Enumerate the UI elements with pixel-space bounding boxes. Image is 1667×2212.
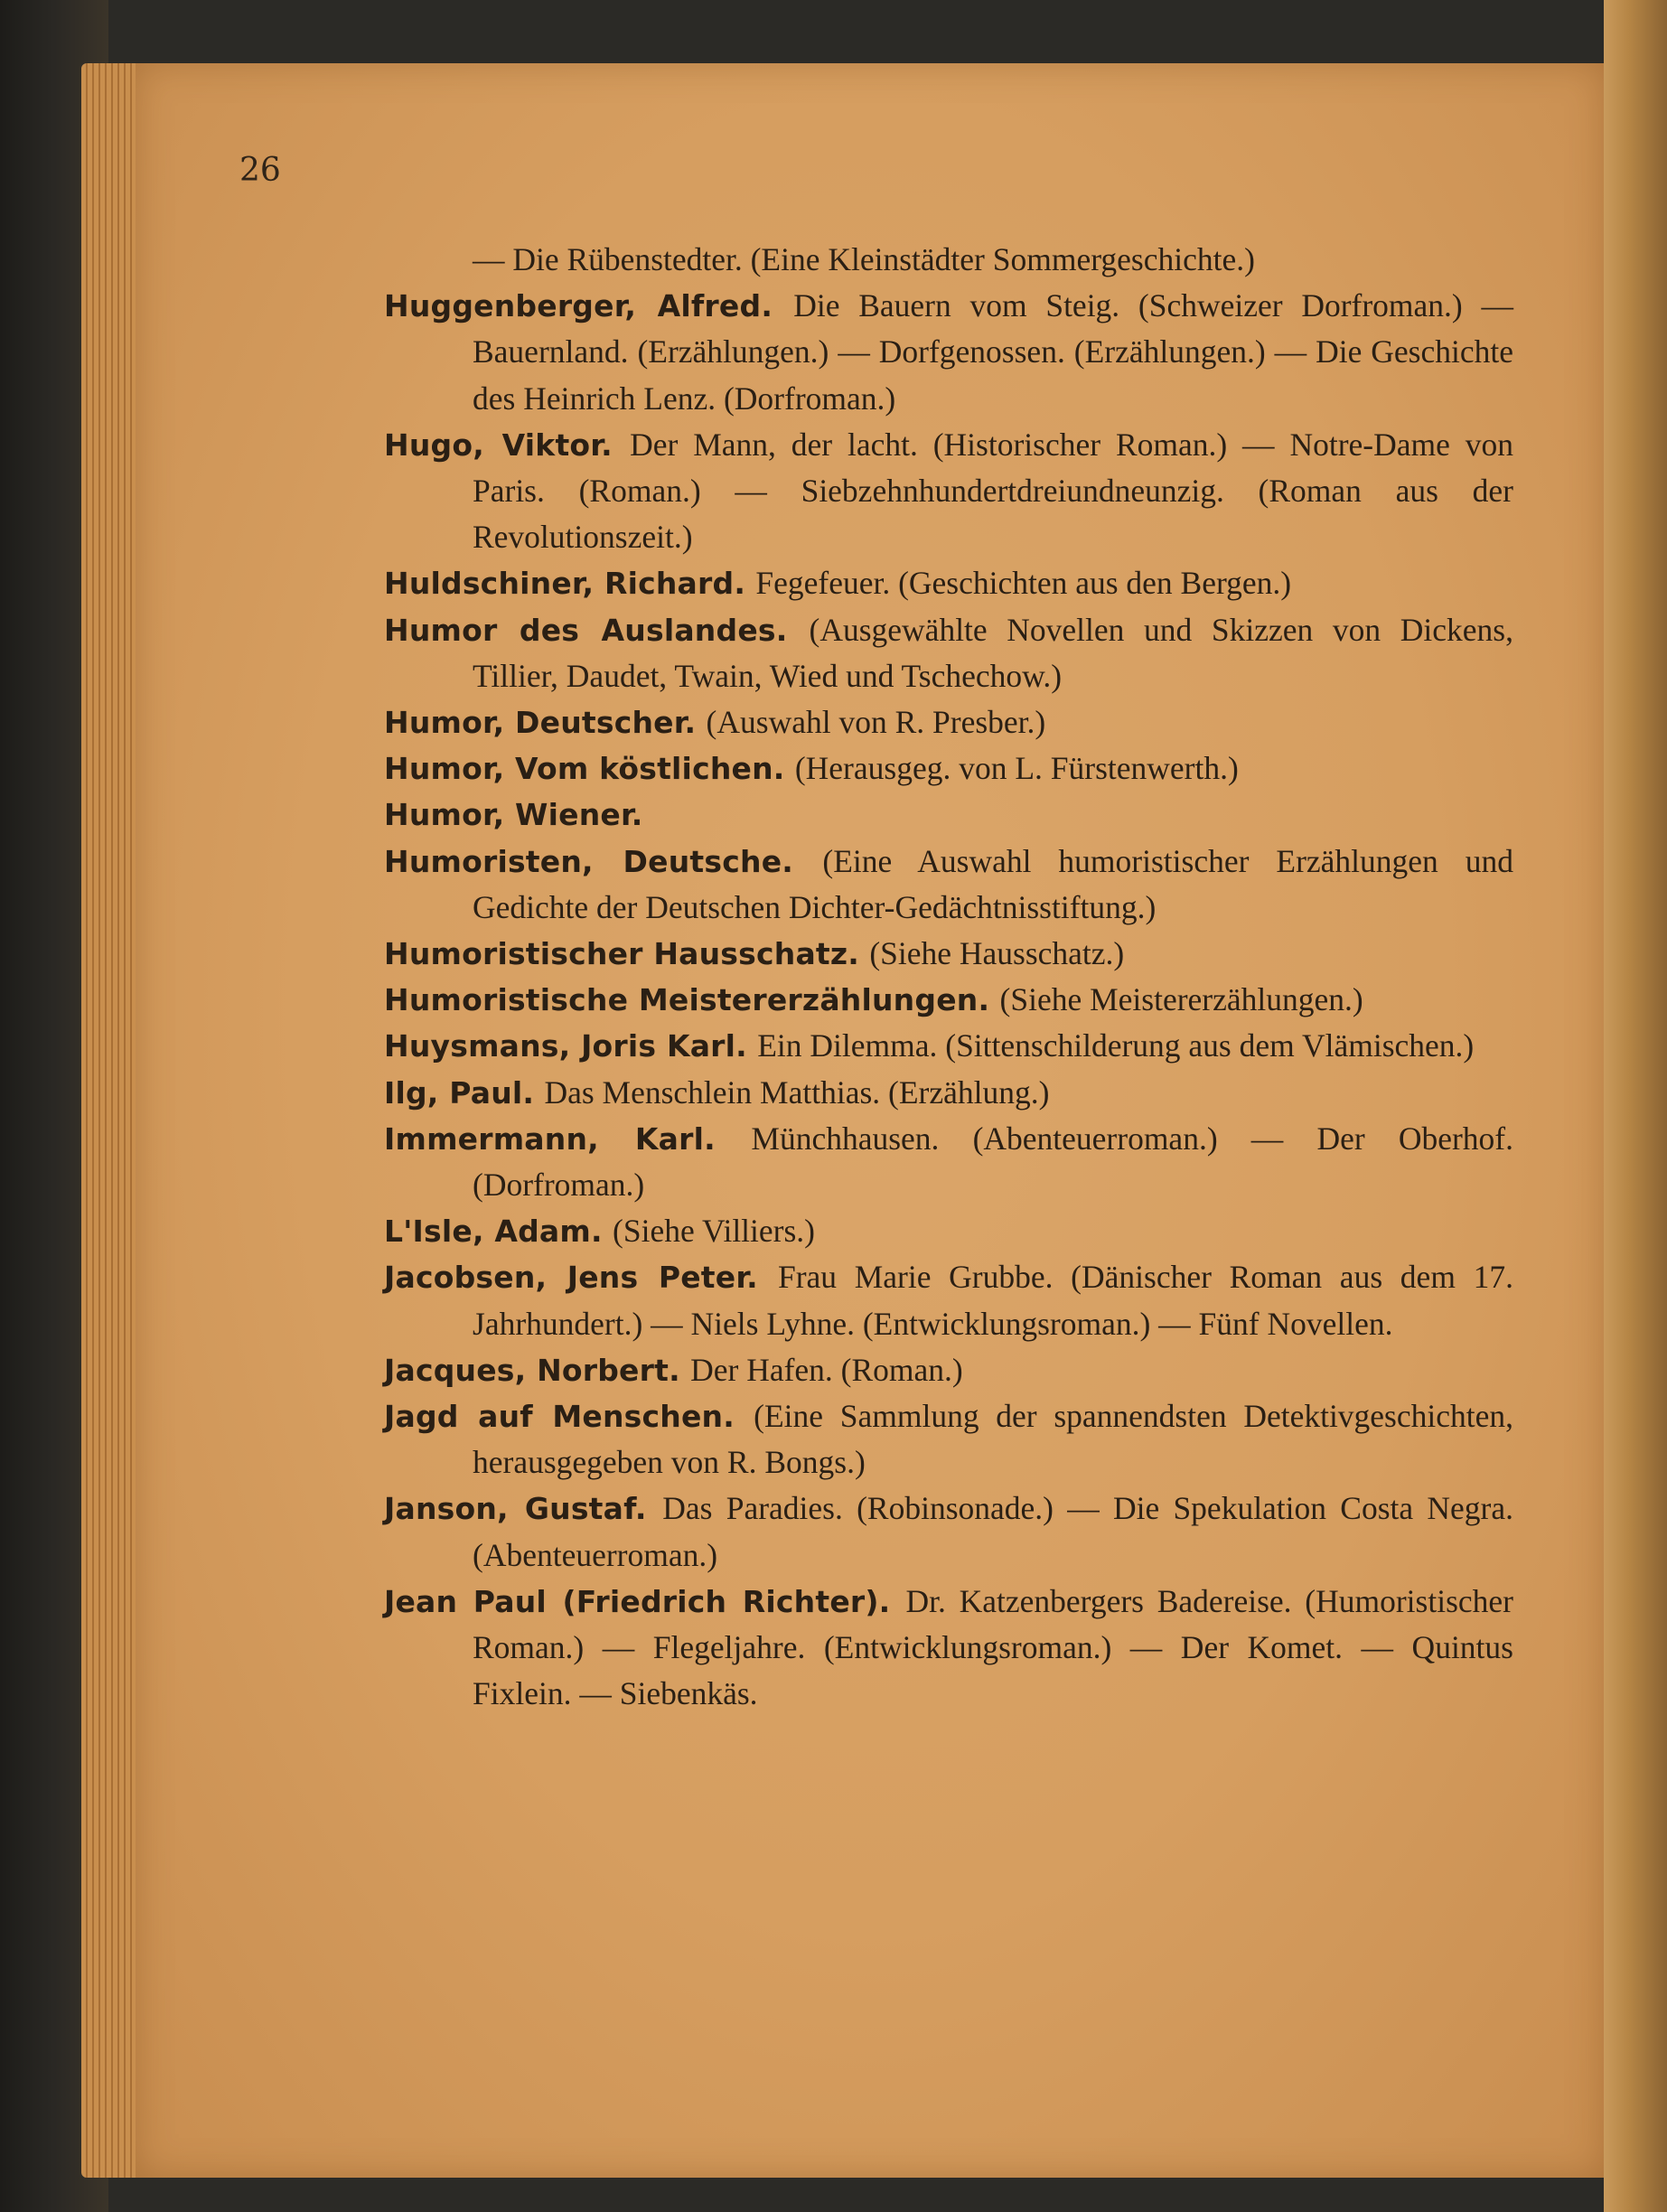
entry-author: Humoristische Meistererzählungen. (384, 982, 990, 1018)
list-item (384, 1393, 1513, 1486)
entry-works: Der Mann, der lacht. (Historischer Roman.) — Notre-Dame von Paris. (Roman.) — Siebzehnhundertdreiundneunzig. (Roman aus der Revolutionszeit.) (473, 426, 1513, 556)
list-item (384, 1116, 1513, 1208)
entry-works: (Herausgeg. von L. Fürstenwerth.) (794, 750, 1239, 787)
entry-author: L'Isle, Adam. (384, 1214, 603, 1250)
list-item (384, 1208, 1513, 1254)
entry-works: Die Bauern vom Steig. (Schweizer Dorfroman.) — Bauernland. (Erzählungen.) — Dorfgenossen. (Erzählungen.) — Die Geschichte des Heinrich Lenz. (Dorfroman.) (473, 287, 1513, 417)
list-item (384, 607, 1513, 699)
entry-author: Humor, Wiener. (384, 797, 643, 833)
list-item (384, 237, 1513, 283)
list-item (384, 1254, 1513, 1346)
entry-works: Das Paradies. (Robinsonade.) — Die Spekulation Costa Negra. (Abenteuerroman.) (473, 1490, 1513, 1573)
entry-works: Das Menschlein Matthias. (Erzählung.) (544, 1073, 1050, 1111)
entry-author: Immermann, Karl. (384, 1120, 716, 1157)
right-page-edge (1604, 0, 1667, 2212)
list-item (384, 283, 1513, 422)
list-item (384, 1347, 1513, 1393)
entry-works: (Ausgewählte Novellen und Skizzen von Dickens, Tillier, Daudet, Twain, Wied und Tschechow.) (473, 611, 1513, 694)
entry-works: Dr. Katzenbergers Badereise. (Humoristischer Roman.) — Flegeljahre. (Entwicklungsroman.) — Der Komet. — Quintus Fixlein. — Siebenkäs. (473, 1582, 1513, 1712)
list-item (384, 745, 1513, 792)
entry-author: Jean Paul (Friedrich Richter). (384, 1583, 891, 1619)
entry-author: Jagd auf Menschen. (384, 1399, 735, 1435)
entry-works: (Eine Auswahl humoristischer Erzählungen und Gedichte der Deutschen Dichter-Gedächtnisstiftung.) (473, 842, 1513, 925)
list-item (384, 699, 1513, 745)
entry-works: (Eine Sammlung der spannendsten Detektivgeschichten, herausgegeben von R. Bongs.) (473, 1398, 1513, 1481)
entry-works: (Siehe Meistererzählungen.) (999, 981, 1363, 1018)
entry-author: Hugo, Viktor. (384, 426, 613, 463)
entry-works: Münchhausen. (Abenteuerroman.) — Der Oberhof. (Dorfroman.) (473, 1120, 1513, 1204)
entry-author: Humor, Vom köstlichen. (384, 751, 785, 787)
entry-works: (Auswahl von R. Presber.) (706, 704, 1046, 741)
list-item (384, 1579, 1513, 1718)
entry-author: Humoristischer Hausschatz. (384, 936, 860, 972)
list-item (384, 422, 1513, 561)
entry-author: Jacobsen, Jens Peter. (384, 1260, 758, 1296)
entry-works: Frau Marie Grubbe. (Dänischer Roman aus dem 17. Jahrhundert.) — Niels Lyhne. (Entwicklungsroman.) — Fünf Novellen. (473, 1259, 1513, 1342)
entry-author: Huggenberger, Alfred. (384, 288, 773, 324)
page-number: 26 (239, 152, 281, 189)
entry-author: Humor, Deutscher. (384, 705, 697, 741)
entry-works: — Die Rübenstedter. (Eine Kleinstädter Sommergeschichte.) (473, 241, 1255, 277)
list-item (384, 1486, 1513, 1578)
list-item (384, 977, 1513, 1023)
entry-author: Janson, Gustaf. (384, 1491, 647, 1527)
list-item (384, 560, 1513, 606)
entry-author: Humor des Auslandes. (384, 612, 788, 648)
entry-author: Huysmans, Joris Karl. (384, 1028, 747, 1064)
list-item (384, 792, 1513, 838)
entry-works: Ein Dilemma. (Sittenschilderung aus dem Vlämischen.) (757, 1027, 1475, 1064)
list-item (384, 1023, 1513, 1069)
entry-works: (Siehe Hausschatz.) (869, 935, 1125, 972)
entry-author: Humoristen, Deutsche. (384, 843, 794, 879)
list-item (384, 931, 1513, 977)
list-item (384, 839, 1513, 931)
entry-list (384, 237, 1513, 1718)
entry-works: (Siehe Villiers.) (613, 1213, 816, 1250)
entry-works: Fegefeuer. (Geschichten aus den Bergen.) (755, 565, 1292, 602)
entry-works: Der Hafen. (Roman.) (690, 1351, 963, 1388)
entry-author: Huldschiner, Richard. (384, 566, 746, 602)
entry-author: Jacques, Norbert. (384, 1352, 680, 1388)
list-item (384, 1070, 1513, 1116)
entry-author: Ilg, Paul. (384, 1074, 535, 1111)
